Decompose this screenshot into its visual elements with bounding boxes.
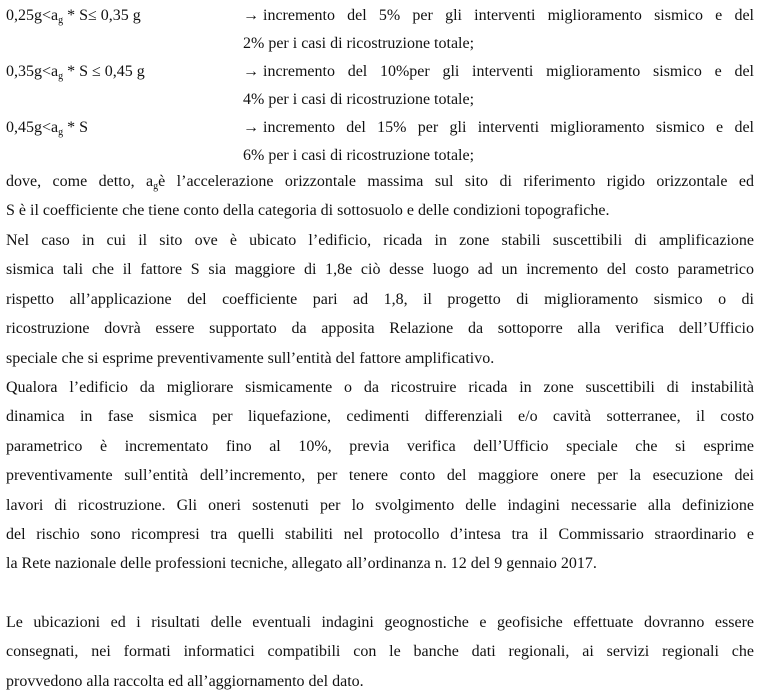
increment-description [243, 2, 754, 58]
paragraph-line: provvedono alla raccolta ed all’aggiornamento del dato. [6, 672, 364, 690]
condition-text: * S ≤ 0,45 g [63, 63, 145, 80]
condition-text: 0,45g<a [6, 119, 59, 136]
text-fragment: è l’accelerazione orizzontale massima sul sito di riferimento rigido orizzontale ed [158, 173, 755, 190]
paragraph-line: dinamica in fase sismica per liquefazione, cedimenti differenziali e/o cavità sotterranee, il costo [6, 408, 754, 426]
paragraph-line: consegnati, nei formati informatici compatibili con le banche dati regionali, ai servizi regionali che [6, 643, 754, 661]
description-line: incremento del 5% per gli interventi miglioramento sismico e del [263, 7, 754, 24]
condition-subscript: g [58, 71, 64, 82]
paragraph-locations [6, 608, 754, 696]
paragraph-instability [6, 373, 754, 579]
increment-description [243, 58, 754, 114]
paragraph-line: del rischio sono ricompresi tra quelli stabiliti nel protocollo d’intesa tra il Commissario straordinario e [6, 526, 754, 544]
increment-description [243, 114, 754, 170]
paragraph-line: parametrico è incrementato fino al 10%, previa verifica dell’Ufficio speciale che si esprime [6, 437, 754, 455]
paragraph-line: la Rete nazionale delle professioni tecniche, allegato all’ordinanza n. 12 del 9 gennaio 2017. [6, 555, 597, 573]
paragraph-line: preventivamente sull’entità dell’incremento, per tenere conto del maggiore onere per la esecuzione dei [6, 467, 754, 485]
description-line: 4% per i casi di ricostruzione totale; [243, 91, 475, 108]
condition-subscript: g [58, 127, 64, 138]
condition-subscript: g [58, 15, 64, 26]
condition-text: * S [63, 119, 89, 136]
subscript: g [153, 181, 159, 192]
increment-condition [6, 114, 88, 142]
paragraph-line: Qualora l’edificio da migliorare sismicamente o da ricostruire ricada in zone suscettibili di instabilità [6, 379, 754, 396]
condition-text: 0,35g<a [6, 63, 59, 80]
paragraph-line: Le ubicazioni ed i risultati delle eventuali indagini geognostiche e geofisiche effettuate dovranno essere [6, 614, 754, 631]
arrow-icon: → [243, 7, 259, 24]
paragraph-line: ricostruzione dovrà essere supportato da apposita Relazione da sottoporre alla verifica dell’Ufficio [6, 320, 754, 338]
paragraph-line: sismica tali che il fattore S sia maggiore di 1,8e ciò desse luogo ad un incremento del costo parametrico [6, 261, 754, 279]
paragraph-amplification [6, 226, 754, 373]
paragraph-line [6, 167, 754, 196]
arrow-icon: → [243, 119, 259, 136]
description-line: 2% per i casi di ricostruzione totale; [243, 35, 475, 52]
paragraph-line: speciale che si esprime preventivamente sull’entità del fattore amplificativo. [6, 349, 495, 367]
condition-text: 0,25g<a [6, 7, 59, 24]
condition-text: * S≤ 0,35 g [63, 7, 141, 24]
paragraph-definition [6, 167, 754, 226]
paragraph-line: Nel caso in cui il sito ove è ubicato l’edificio, ricada in zone stabili suscettibili di amplificazione [6, 232, 754, 249]
paragraph-line: S è il coefficiente che tiene conto della categoria di sottosuolo e delle condizioni topografiche. [6, 202, 610, 220]
paragraph-line: rispetto all’applicazione del coefficiente pari ad 1,8, il progetto di miglioramento sismico o di [6, 290, 754, 308]
increment-condition [6, 2, 141, 30]
description-line: 6% per i casi di ricostruzione totale; [243, 147, 475, 164]
paragraph-line: lavori di ricostruzione. Gli oneri sostenuti per lo svolgimento delle indagini necessarie alla definizione [6, 496, 754, 514]
description-line: incremento del 15% per gli interventi miglioramento sismico e del [263, 119, 754, 136]
text-fragment: dove, come detto, a [6, 173, 154, 190]
description-line: incremento del 10%per gli interventi miglioramento sismico e del [263, 63, 754, 80]
arrow-icon: → [243, 63, 259, 80]
increment-condition [6, 58, 145, 86]
